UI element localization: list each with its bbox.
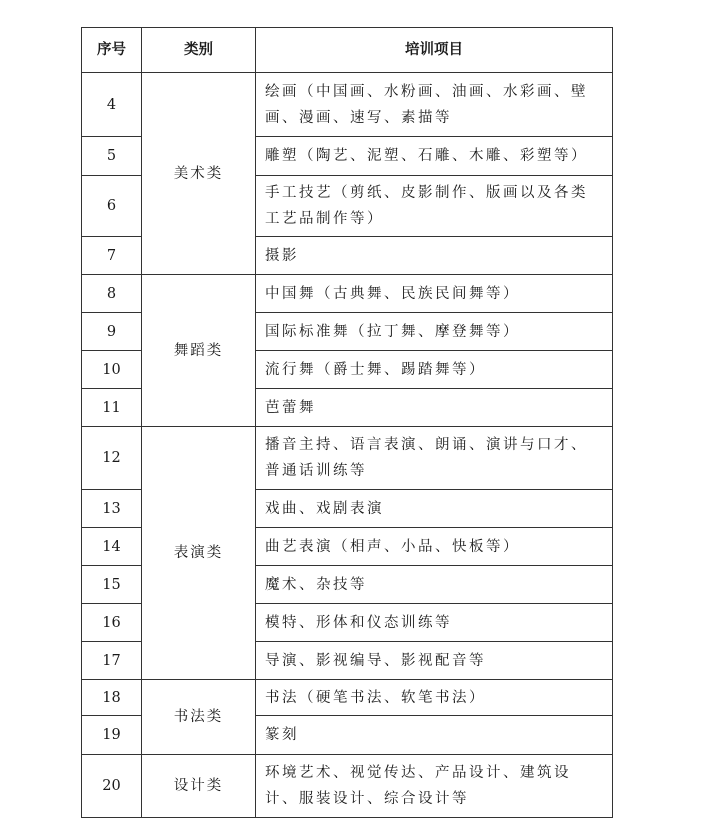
row-num: 14 — [82, 528, 142, 566]
row-item: 手工技艺（剪纸、皮影制作、版画以及各类工艺品制作等） — [256, 176, 613, 237]
row-num: 20 — [82, 755, 142, 818]
category-cell: 设计类 — [142, 755, 256, 818]
category-cell: 表演类 — [142, 427, 256, 680]
row-num: 15 — [82, 566, 142, 604]
category-cell: 美术类 — [142, 73, 256, 275]
row-num: 5 — [82, 137, 142, 176]
row-num: 8 — [82, 275, 142, 313]
row-num: 19 — [82, 716, 142, 755]
table-row — [82, 275, 613, 313]
header-item: 培训项目 — [256, 28, 613, 73]
row-num: 6 — [82, 176, 142, 237]
row-item: 魔术、杂技等 — [256, 566, 613, 604]
row-item: 芭蕾舞 — [256, 389, 613, 427]
row-item: 流行舞（爵士舞、踢踏舞等） — [256, 351, 613, 389]
row-item: 摄影 — [256, 237, 613, 275]
row-item: 导演、影视编导、影视配音等 — [256, 642, 613, 680]
row-num: 4 — [82, 73, 142, 137]
row-item: 中国舞（古典舞、民族民间舞等） — [256, 275, 613, 313]
row-item: 播音主持、语言表演、朗诵、演讲与口才、普通话训练等 — [256, 427, 613, 490]
table-row — [82, 680, 613, 716]
row-num: 12 — [82, 427, 142, 490]
row-num: 13 — [82, 490, 142, 528]
row-item: 曲艺表演（相声、小品、快板等） — [256, 528, 613, 566]
row-item: 书法（硬笔书法、软笔书法） — [256, 680, 613, 716]
header-num: 序号 — [82, 28, 142, 73]
table-row — [82, 427, 613, 490]
row-item: 戏曲、戏剧表演 — [256, 490, 613, 528]
row-item: 模特、形体和仪态训练等 — [256, 604, 613, 642]
table-row — [82, 73, 613, 137]
row-item: 雕塑（陶艺、泥塑、石雕、木雕、彩塑等） — [256, 137, 613, 176]
category-cell: 书法类 — [142, 680, 256, 755]
table-row — [82, 755, 613, 818]
row-num: 7 — [82, 237, 142, 275]
row-num: 9 — [82, 313, 142, 351]
row-item: 环境艺术、视觉传达、产品设计、建筑设计、服装设计、综合设计等 — [256, 755, 613, 818]
row-item: 绘画（中国画、水粉画、油画、水彩画、壁画、漫画、速写、素描等 — [256, 73, 613, 137]
row-item: 国际标准舞（拉丁舞、摩登舞等） — [256, 313, 613, 351]
row-num: 17 — [82, 642, 142, 680]
header-row — [82, 28, 613, 73]
row-num: 10 — [82, 351, 142, 389]
row-num: 11 — [82, 389, 142, 427]
category-cell: 舞蹈类 — [142, 275, 256, 427]
training-table — [81, 27, 613, 818]
header-category: 类别 — [142, 28, 256, 73]
row-num: 16 — [82, 604, 142, 642]
row-item: 篆刻 — [256, 716, 613, 755]
row-num: 18 — [82, 680, 142, 716]
